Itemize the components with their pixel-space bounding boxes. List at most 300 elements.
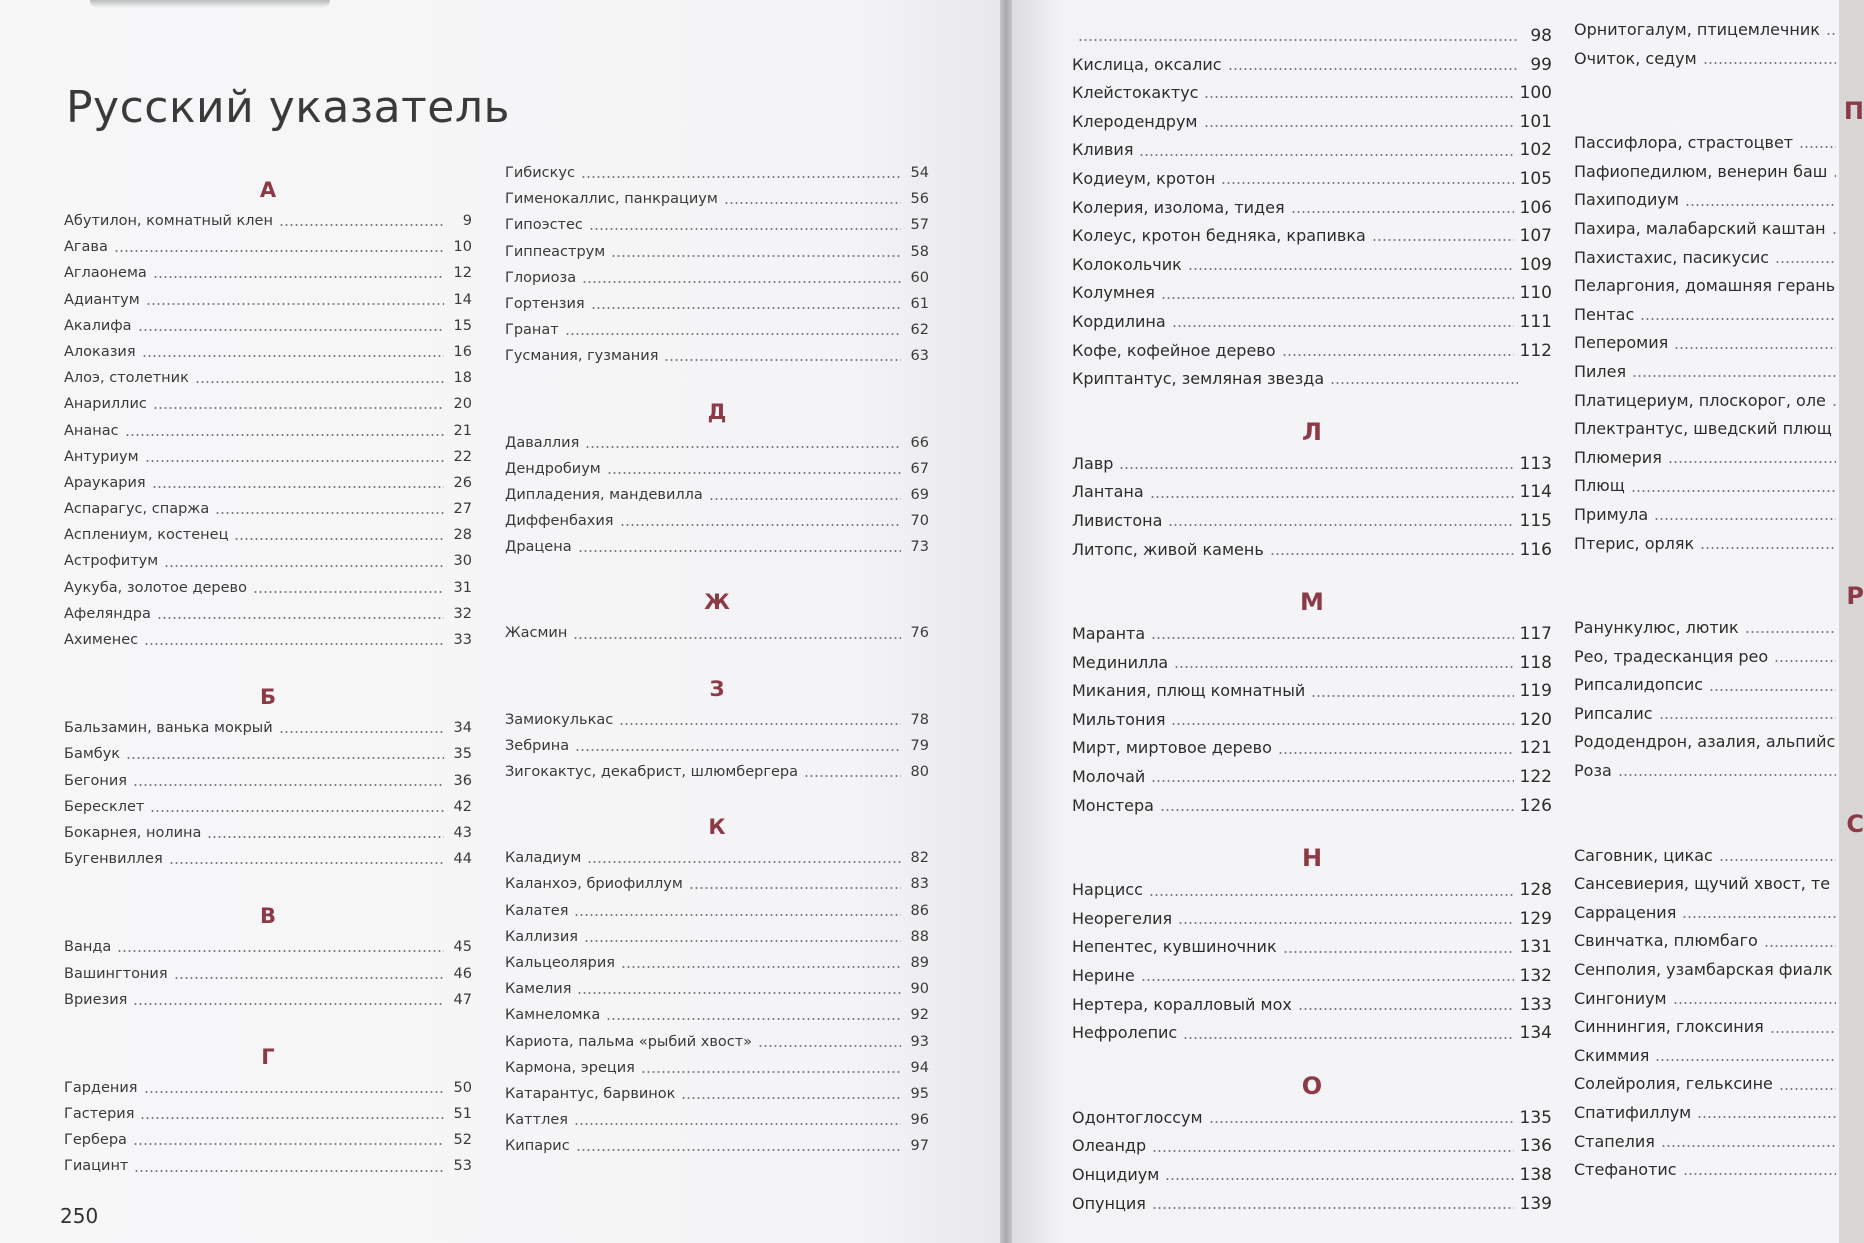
entry-page-number: 46 [453, 965, 472, 982]
section-gap [64, 653, 472, 679]
dot-leader [1719, 859, 1836, 861]
entry-page-number: 126 [1519, 795, 1552, 816]
index-entry [1574, 444, 1864, 473]
dot-leader [1311, 695, 1513, 697]
entry-name: Вриезия [64, 991, 128, 1008]
entry-name: Плектрантус, шведский плющ [1574, 419, 1832, 439]
entry-name: Пафиопедилюм, венерин баш [1574, 161, 1828, 181]
dot-leader [1228, 68, 1518, 70]
dot-leader [1655, 1059, 1836, 1061]
index-entry [64, 575, 472, 601]
entry-name: Мирт, миртовое дерево [1072, 738, 1272, 758]
entry-page-number: 10 [453, 239, 472, 256]
entry-name: Опунция [1072, 1193, 1146, 1213]
entry-page-number: 62 [910, 322, 929, 339]
section-gap [1574, 73, 1864, 93]
dot-leader [1278, 752, 1514, 754]
index-entry [1574, 1013, 1864, 1042]
entry-name: Мединилла [1072, 652, 1169, 672]
entry-page-number: 134 [1519, 1023, 1552, 1044]
entry-name: Гусмания, гузмания [505, 348, 659, 365]
entry-name: Бамбук [64, 746, 121, 763]
dot-leader [133, 1143, 444, 1145]
dot-leader [574, 914, 901, 916]
index-entry [505, 1055, 929, 1081]
section-letter: С [1846, 809, 1864, 838]
page-number: 250 [60, 1204, 99, 1228]
dot-leader [1832, 232, 1836, 234]
dot-leader [576, 1149, 901, 1151]
dot-leader [641, 1071, 901, 1073]
entry-name: Акалифа [64, 317, 132, 334]
dot-leader [620, 524, 901, 526]
dot-leader [150, 810, 444, 812]
index-entry [64, 208, 472, 234]
entry-page-number: 92 [910, 1007, 929, 1024]
index-entry [64, 794, 472, 820]
index-entry [64, 961, 472, 987]
dot-leader [1183, 1037, 1513, 1039]
dot-leader [1682, 916, 1836, 918]
dot-leader [1668, 461, 1836, 463]
dot-leader [279, 224, 444, 226]
index-entry [1072, 1019, 1552, 1048]
entry-page-number: 52 [453, 1132, 472, 1149]
index-entry [1574, 927, 1864, 956]
entry-name: Алоказия [64, 343, 136, 360]
section-letter: Ж [704, 590, 730, 615]
page-title: Русский указатель [66, 82, 510, 133]
entry-page-number: 110 [1519, 283, 1552, 304]
dot-leader [664, 359, 901, 361]
section-letter: Р [1846, 582, 1864, 611]
dot-leader [153, 276, 444, 278]
entry-name: Молочай [1072, 767, 1146, 787]
index-entry [1574, 215, 1864, 244]
dot-leader [1779, 1088, 1836, 1090]
entry-name: Диффенбахия [505, 513, 614, 530]
index-entry [1072, 22, 1552, 51]
entry-name: Синнингия, глоксиния [1574, 1017, 1764, 1037]
dot-leader [1654, 518, 1836, 520]
entry-name: Аглаонема [64, 265, 147, 282]
dot-leader [157, 617, 444, 619]
entry-name: Клеродендрум [1072, 111, 1198, 131]
index-entry [505, 898, 929, 924]
entry-name: Катарантус, барвинок [505, 1085, 676, 1102]
dot-leader [709, 498, 901, 500]
index-entry [1072, 706, 1552, 735]
entry-page-number: 61 [910, 295, 929, 312]
entry-name: Каллизия [505, 928, 578, 945]
entry-name: Кислица, оксалис [1072, 54, 1222, 74]
entry-page-number: 33 [453, 632, 472, 648]
dot-leader [1119, 467, 1513, 469]
entry-name: Антуриум [64, 448, 139, 465]
dot-leader [1188, 268, 1514, 270]
dot-leader [1209, 1121, 1514, 1123]
index-entry [1072, 677, 1552, 706]
entry-name: Нерине [1072, 966, 1135, 986]
entry-name: Абутилон, комнатный клен [64, 213, 273, 229]
entry-page-number: 79 [910, 737, 929, 754]
index-entry [1574, 1070, 1864, 1099]
index-entry [1574, 728, 1864, 757]
entry-name: Плюмерия [1574, 447, 1662, 467]
index-entry [1574, 757, 1864, 786]
entry-page-number: 88 [910, 928, 929, 945]
entry-page-number: 67 [910, 460, 929, 477]
entry-page-number: 15 [453, 317, 472, 334]
section-letter: Л [1302, 417, 1322, 446]
entry-name: Каланхоэ, бриофиллум [505, 876, 683, 893]
entry-page-number: 22 [453, 448, 472, 465]
entry-name: Колокольчик [1072, 254, 1182, 274]
index-entry [64, 934, 472, 960]
entry-page-number: 98 [1530, 26, 1552, 46]
index-entry [505, 1002, 929, 1028]
index-entry [1574, 186, 1864, 215]
index-entry [1574, 1128, 1864, 1157]
index-entry [505, 620, 929, 646]
index-entry [64, 470, 472, 496]
entry-page-number: 51 [453, 1106, 472, 1123]
dot-leader [1640, 318, 1836, 320]
entry-page-number: 118 [1519, 652, 1552, 673]
entry-name: Гардения [64, 1079, 138, 1096]
entry-page-number: 26 [453, 474, 472, 491]
entry-name: Лантана [1072, 482, 1144, 502]
entry-name: Скиммия [1574, 1045, 1650, 1065]
entry-page-number: 45 [453, 939, 472, 956]
index-entry [1574, 1156, 1864, 1185]
entry-page-number: 115 [1519, 510, 1552, 531]
entry-page-number: 131 [1519, 937, 1552, 958]
dot-leader [152, 486, 444, 488]
entry-name: Ананас [64, 422, 119, 439]
dot-leader [584, 940, 901, 942]
entry-name: Непентес, кувшиночник [1072, 937, 1277, 957]
index-entry [64, 548, 472, 574]
entry-name: Зебрина [505, 737, 570, 754]
entry-page-number: 138 [1519, 1165, 1552, 1185]
section-letter: Г [261, 1044, 275, 1069]
dot-leader [689, 887, 901, 889]
dot-leader [253, 591, 444, 593]
dot-leader [1631, 490, 1836, 492]
entry-name: Птерис, орляк [1574, 533, 1695, 553]
section-letter: В [259, 904, 276, 929]
dot-leader [279, 731, 444, 733]
index-entry [1574, 244, 1864, 273]
entry-page-number: 135 [1519, 1107, 1552, 1128]
dot-leader [724, 202, 901, 204]
dot-leader [606, 1018, 901, 1020]
index-entry [64, 496, 472, 522]
entry-name: Дендробиум [505, 460, 601, 477]
index-entry [1072, 507, 1552, 536]
dot-leader [1141, 979, 1514, 981]
entry-name: Камелия [505, 981, 572, 998]
dot-leader [1165, 1178, 1513, 1180]
entry-name: Бугенвиллея [64, 851, 163, 868]
entry-page-number: 89 [910, 954, 929, 971]
entry-name: Колумнея [1072, 283, 1155, 303]
index-entry [505, 482, 929, 508]
entry-page-number: 83 [910, 876, 929, 893]
index-entry [1574, 415, 1864, 444]
entry-name: Гастерия [64, 1106, 135, 1123]
dot-leader [1700, 547, 1836, 549]
index-column-4 [1574, 16, 1864, 1185]
index-entry [1574, 643, 1864, 672]
entry-page-number: 42 [453, 798, 472, 815]
index-entry [505, 239, 929, 265]
index-entry [1574, 272, 1864, 301]
entry-name: Стапелия [1574, 1131, 1655, 1151]
entry-name: Клейстокактус [1072, 83, 1199, 103]
entry-name: Одонтоглоссум [1072, 1107, 1203, 1127]
entry-name: Литопс, живой камень [1072, 539, 1264, 559]
section-letter: Б [259, 685, 276, 710]
dot-leader [1298, 1008, 1514, 1010]
dot-leader [574, 1123, 901, 1125]
entry-page-number: 109 [1519, 254, 1552, 275]
entry-name: Саррацения [1574, 902, 1677, 922]
dot-leader [607, 472, 901, 474]
index-entry [64, 287, 472, 313]
index-entry [505, 845, 929, 871]
index-entry [1072, 1161, 1552, 1190]
entry-name: Ахименес [64, 632, 139, 648]
entry-name: Гипоэстес [505, 217, 583, 234]
dot-leader [573, 637, 901, 639]
entry-name: Гранат [505, 322, 559, 339]
index-entry [1072, 108, 1552, 137]
dot-leader [144, 643, 444, 645]
index-entry [1072, 165, 1552, 194]
entry-name: Нертера, коралловый мох [1072, 994, 1292, 1014]
entry-name: Онцидиум [1072, 1165, 1160, 1184]
index-entry [505, 265, 929, 291]
entry-name: Гименокаллис, панкрациум [505, 191, 718, 208]
index-entry [1072, 1190, 1552, 1219]
dot-leader [1709, 689, 1836, 691]
dot-leader [142, 355, 444, 357]
entry-page-number: 86 [910, 902, 929, 919]
section-letter: Н [1301, 844, 1323, 873]
index-entry [1574, 358, 1864, 387]
dot-leader [138, 329, 444, 331]
dot-leader [1697, 1116, 1836, 1118]
dot-leader [1078, 39, 1518, 41]
index-entry [64, 391, 472, 417]
index-entry [64, 601, 472, 627]
section-letter: П [1843, 97, 1864, 126]
section-gap [505, 560, 929, 584]
index-entry [1072, 991, 1552, 1020]
section-gap [1072, 564, 1552, 584]
entry-page-number: 76 [910, 625, 929, 642]
entry-name: Вашингтония [64, 965, 168, 982]
entry-page-number: 30 [453, 553, 472, 570]
index-entry [1072, 1104, 1552, 1133]
dot-leader [1151, 637, 1513, 639]
entry-name: Плющ [1574, 476, 1625, 496]
entry-name: Ранункулюс, лютик [1574, 618, 1739, 638]
dot-leader [146, 303, 444, 305]
index-entry [64, 339, 472, 365]
entry-page-number: 116 [1519, 539, 1552, 560]
entry-page-number: 112 [1519, 340, 1552, 361]
entry-page-number: 56 [910, 191, 929, 208]
section-letter: А [259, 178, 277, 202]
dot-leader [1775, 261, 1836, 263]
dot-leader [215, 512, 444, 514]
entry-name: Сингониум [1574, 988, 1667, 1008]
entry-name: Алоэ, столетник [64, 370, 189, 387]
index-entry [505, 976, 929, 1002]
entry-page-number: 96 [910, 1112, 929, 1129]
entry-name: Астрофитум [64, 553, 159, 570]
index-entry [64, 522, 472, 548]
dot-leader [1283, 951, 1514, 953]
entry-name: Даваллия [505, 434, 580, 451]
entry-page-number: 9 [462, 213, 472, 229]
index-entry [1072, 279, 1552, 308]
entry-page-number: 63 [910, 348, 929, 365]
index-entry [1574, 16, 1864, 45]
entry-page-number: 36 [453, 772, 472, 789]
entry-name: Кодиеум, кротон [1072, 168, 1216, 188]
entry-name: Нарцисс [1072, 880, 1143, 900]
entry-name: Гербера [64, 1132, 127, 1149]
entry-name: Спатифиллум [1574, 1103, 1692, 1122]
index-entry [505, 317, 929, 343]
index-entry [505, 508, 929, 534]
dot-leader [1770, 1031, 1836, 1033]
entry-page-number: 97 [910, 1138, 929, 1155]
index-entry [1072, 649, 1552, 678]
dot-leader [1291, 211, 1514, 213]
dot-leader [1661, 1145, 1836, 1147]
dot-leader [621, 966, 901, 968]
entry-page-number: 32 [453, 605, 472, 622]
dot-leader [126, 757, 444, 759]
entry-name: Пентас [1574, 304, 1635, 324]
index-entry [1574, 301, 1864, 330]
entry-name: Монстера [1072, 795, 1154, 815]
entry-name: Кливия [1072, 140, 1134, 160]
dot-leader [591, 307, 901, 309]
index-entry [1574, 671, 1864, 700]
dot-leader [1161, 297, 1514, 299]
dot-leader [1330, 382, 1518, 384]
entry-name: Гортензия [505, 295, 585, 312]
index-entry [1072, 905, 1552, 934]
dot-leader [575, 749, 901, 751]
entry-name: Бальзамин, ванька мокрый [64, 720, 273, 737]
entry-name: Анариллис [64, 396, 147, 413]
index-entry [64, 987, 472, 1013]
entry-name: Каладиум [505, 850, 582, 867]
entry-name: Агава [64, 239, 108, 256]
entry-page-number: 27 [453, 501, 472, 518]
entry-page-number: 44 [453, 851, 472, 868]
entry-page-number: 107 [1519, 226, 1552, 247]
entry-name: Маранта [1072, 624, 1146, 644]
entry-name: Каттлея [505, 1112, 568, 1129]
dot-leader [1632, 375, 1836, 377]
index-entry [1574, 158, 1864, 187]
index-entry [1574, 1042, 1864, 1071]
entry-name: Бегония [64, 772, 127, 789]
dot-leader [1703, 62, 1836, 64]
entry-name: Пассифлора, страстоцвет [1574, 133, 1794, 153]
index-entry [1072, 308, 1552, 337]
dot-leader [585, 446, 901, 448]
entry-page-number: 90 [910, 981, 929, 998]
entry-name: Кальцеолярия [505, 954, 615, 971]
dot-leader [1799, 146, 1836, 148]
dot-leader [1139, 154, 1513, 156]
index-entry [1574, 472, 1864, 501]
section-letter: М [1300, 588, 1324, 617]
index-entry [505, 212, 929, 238]
dot-leader [1160, 809, 1514, 811]
entry-page-number: 58 [910, 243, 929, 260]
entry-page-number: 121 [1519, 738, 1552, 759]
index-entry [505, 456, 929, 482]
dot-leader [804, 775, 901, 777]
dot-leader [1152, 1150, 1513, 1152]
entry-name: Замиокулькас [505, 711, 614, 728]
dot-leader [1168, 524, 1513, 526]
entry-name: Нефролепис [1072, 1023, 1178, 1043]
index-entry [505, 924, 929, 950]
dot-leader [582, 281, 901, 283]
entry-page-number: 133 [1519, 994, 1552, 1015]
index-entry [1072, 933, 1552, 962]
entry-page-number: 95 [910, 1085, 929, 1102]
entry-name: Камнеломка [505, 1007, 601, 1024]
index-entry [64, 768, 472, 794]
entry-name: Саговник, цикас [1574, 845, 1713, 865]
index-entry [1574, 501, 1864, 530]
index-entry [505, 871, 929, 897]
index-column-1 [64, 172, 472, 1180]
entry-name: Кариота, пальма «рыбий хвост» [505, 1033, 753, 1050]
dot-leader [114, 250, 444, 252]
index-entry [1574, 129, 1864, 158]
dot-leader [1372, 239, 1514, 241]
index-entry [1574, 870, 1864, 899]
dot-leader [1764, 945, 1836, 947]
index-entry [1072, 194, 1552, 223]
dot-leader [589, 228, 901, 230]
entry-name: Лавр [1072, 453, 1114, 473]
dot-leader [577, 992, 901, 994]
entry-name: Калатея [505, 902, 569, 919]
dot-leader [1745, 631, 1836, 633]
entry-name: Пеперомия [1574, 333, 1669, 353]
index-entry [1574, 1099, 1864, 1128]
entry-name: Пахиподиум [1574, 190, 1679, 210]
entry-page-number: 80 [910, 764, 929, 780]
section-gap [64, 872, 472, 898]
index-entry [64, 418, 472, 444]
dot-leader [1152, 1207, 1514, 1209]
